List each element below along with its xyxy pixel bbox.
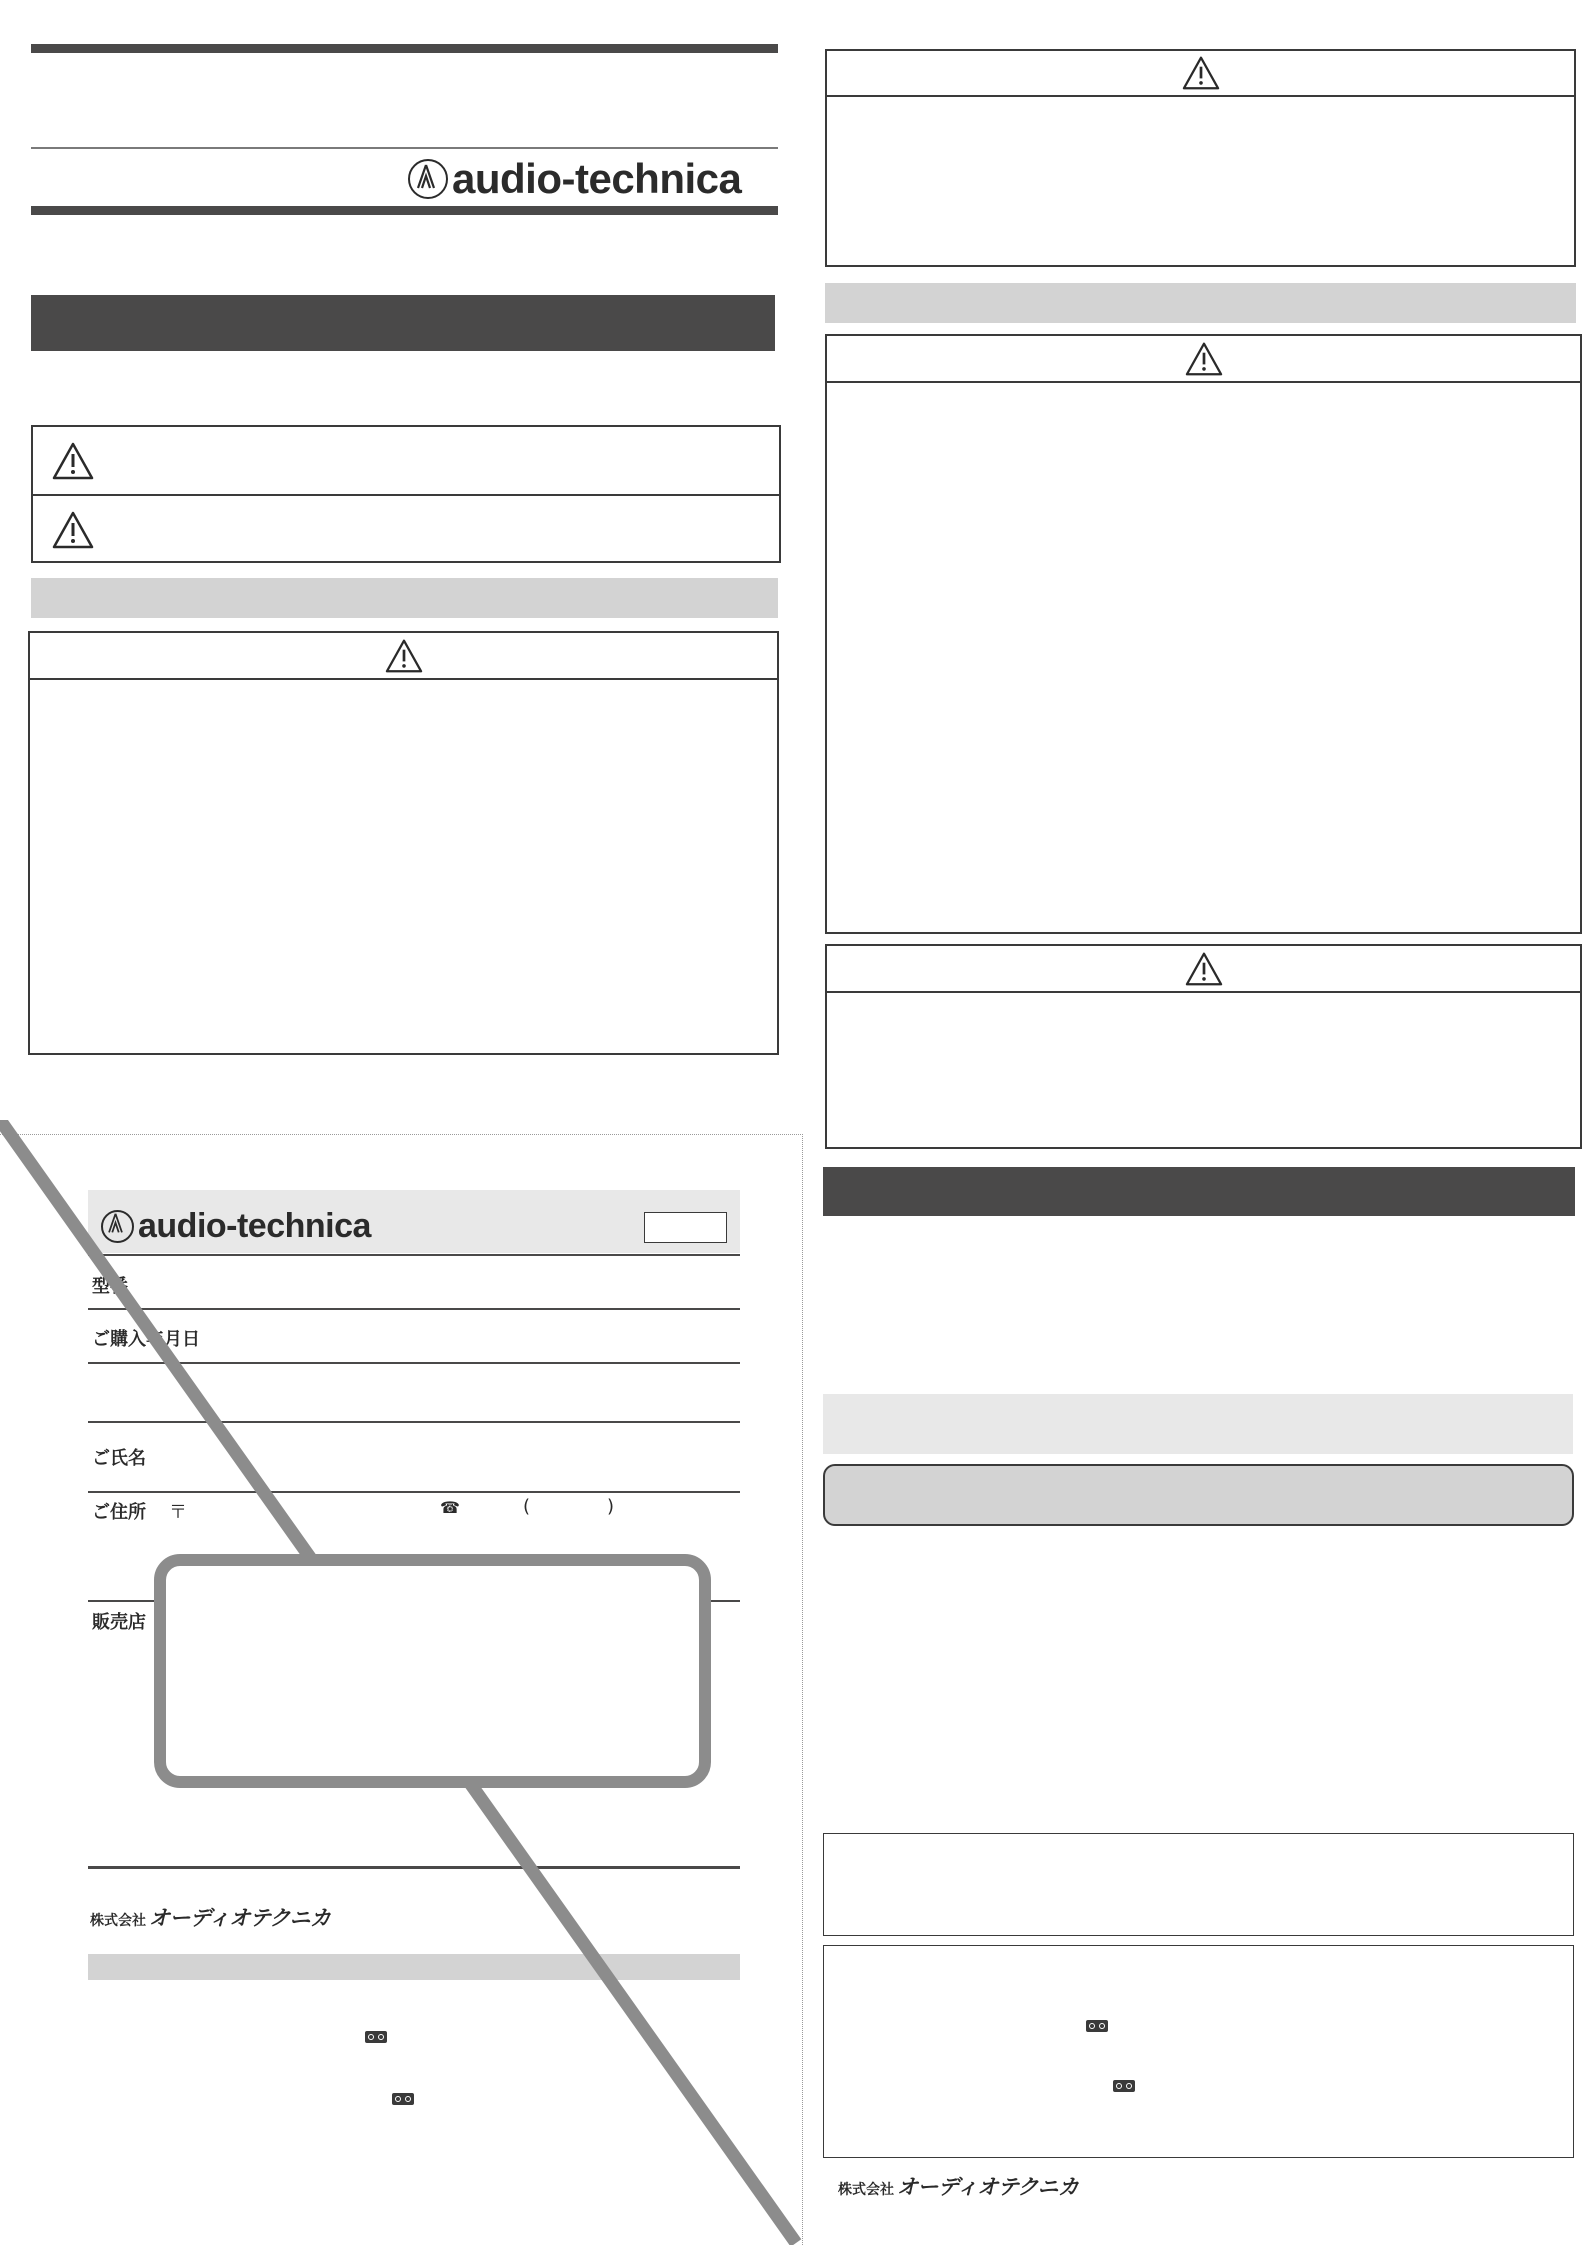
info-box: [823, 1833, 1574, 1936]
company-prefix: 株式会社: [90, 1913, 146, 1929]
warning-triangle-icon: [1181, 55, 1221, 91]
section-title-bar-right: [823, 1167, 1575, 1216]
warning-box-right-top: [825, 49, 1576, 267]
brand-logo: [408, 154, 741, 204]
phone-open-paren: (: [523, 1496, 531, 1517]
warning-triangle-icon: [1184, 951, 1224, 987]
company-name: オーディオテクニカ: [149, 1906, 331, 1930]
card-brand-name: audio-technica: [138, 1206, 371, 1245]
phone-close-paren: ): [607, 1496, 615, 1517]
company-name: オーディオテクニカ: [897, 2175, 1079, 2199]
free-dial-icon: [1113, 2080, 1135, 2092]
name-label: ご氏名: [92, 1448, 146, 1469]
purchase-date-label: ご購入年月日: [92, 1329, 200, 1350]
free-dial-icon: [1086, 2020, 1108, 2032]
phone-icon: ☎: [440, 1498, 460, 1517]
dealer-stamp-box[interactable]: [154, 1554, 711, 1788]
rounded-info-bar: [823, 1464, 1574, 1526]
dealer-label: 販売店: [92, 1612, 146, 1633]
warning-triangle-icon: [51, 510, 95, 550]
top-rule: [31, 44, 778, 53]
warning-box-right-large: [825, 334, 1582, 934]
warning-legend-box: [31, 425, 781, 563]
subsection-bar: [825, 283, 1576, 323]
warning-box-left: [28, 631, 779, 1055]
contact-box: [823, 1945, 1574, 2158]
warning-triangle-icon: [1184, 341, 1224, 377]
logo-mark-icon: [408, 159, 448, 199]
caution-box-right: [825, 944, 1582, 1149]
warning-triangle-icon: [384, 638, 424, 674]
brand-name: audio-technica: [452, 155, 742, 202]
postal-mark: 〒: [169, 1502, 187, 1523]
company-prefix: 株式会社: [838, 2182, 894, 2198]
section-title-bar: [31, 295, 775, 351]
note-band: [823, 1394, 1573, 1454]
header-bottom-rule: [31, 206, 778, 215]
model-number-label: 型番: [92, 1276, 128, 1297]
warning-triangle-icon: [51, 441, 95, 481]
header-rule: [31, 147, 778, 149]
subsection-bar: [31, 578, 778, 618]
address-label: ご住所: [92, 1502, 146, 1523]
footer-company-name: [838, 2171, 1079, 2201]
